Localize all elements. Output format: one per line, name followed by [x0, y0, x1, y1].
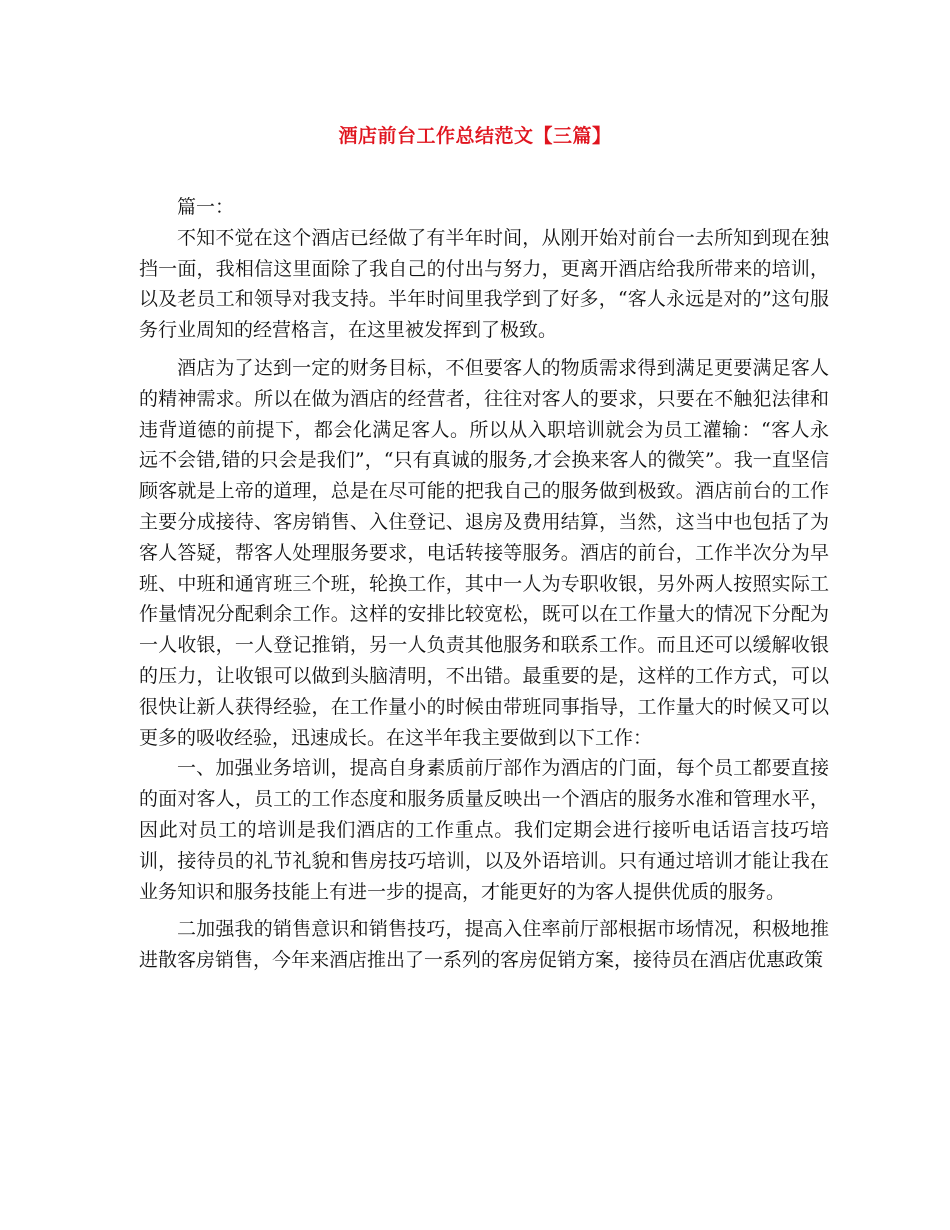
paragraph: 一、加强业务培训，提高自身素质前厅部作为酒店的门面，每个员工都要直接的面对客人，员工的工作态度和服务质量反映出一个酒店的服务水准和管理水平，因此对员工的培训是我们酒店的工作重点。我们定期会进行接听电话语言技巧培训，接待员的礼节礼貌和售房技巧培训，以及外语培训。只有通过培训才能让我在业务知识和服务技能上有进一步的提高，才能更好的为客人提供优质的服务。	[139, 757, 829, 903]
paragraph: 二加强我的销售意识和销售技巧，提高入住率前厅部根据市场情况，积极地推进散客房销售，今年来酒店推出了一系列的客房促销方案，接待员在酒店优惠政策	[139, 918, 829, 972]
document-title: 酒店前台工作总结范文【三篇】	[338, 125, 612, 147]
document-body	[139, 192, 829, 976]
paragraph: 酒店为了达到一定的财务目标，不但要客人的物质需求得到满足更要满足客人的精神需求。所以在做为酒店的经营者，往往对客人的要求，只要在不触犯法律和违背道德的前提下，都会化满足客人。所以从入职培训就会为员工灌输：“客人永远不会错,错的只会是我们”，“只有真诚的服务,才会换来客人的微笑”。我一直坚信顾客就是上帝的道理，总是在尽可能的把我自己的服务做到极致。酒店前台的工作主要分成接待、客房销售、入住登记、退房及费用结算，当然，这当中也包括了为客人答疑，帮客人处理服务要求，电话转接等服务。酒店的前台，工作半次分为早班、中班和通宵班三个班，轮换工作，其中一人为专职收银，另外两人按照实际工作量情况分配剩余工作。这样的安排比较宽松，既可以在工作量大的情况下分配为一人收银，一人登记推销，另一人负责其他服务和联系工作。而且还可以缓解收银的压力，让收银可以做到头脑清明，不出错。最重要的是，这样的工作方式，可以很快让新人获得经验，在工作量小的时候由带班同事指导，工作量大的时候又可以更多的吸收经验，迅速成长。在这半年我主要做到以下工作：	[139, 356, 829, 749]
paragraph: 不知不觉在这个酒店已经做了有半年时间，从刚开始对前台一去所知到现在独挡一面，我相信这里面除了我自己的付出与努力，更离开酒店给我所带来的培训，以及老员工和领导对我支持。半年时间里我学到了好多，“客人永远是对的”这句服务行业周知的经营格言，在这里被发挥到了极致。	[139, 226, 829, 342]
section-heading: 篇一：	[177, 196, 235, 218]
